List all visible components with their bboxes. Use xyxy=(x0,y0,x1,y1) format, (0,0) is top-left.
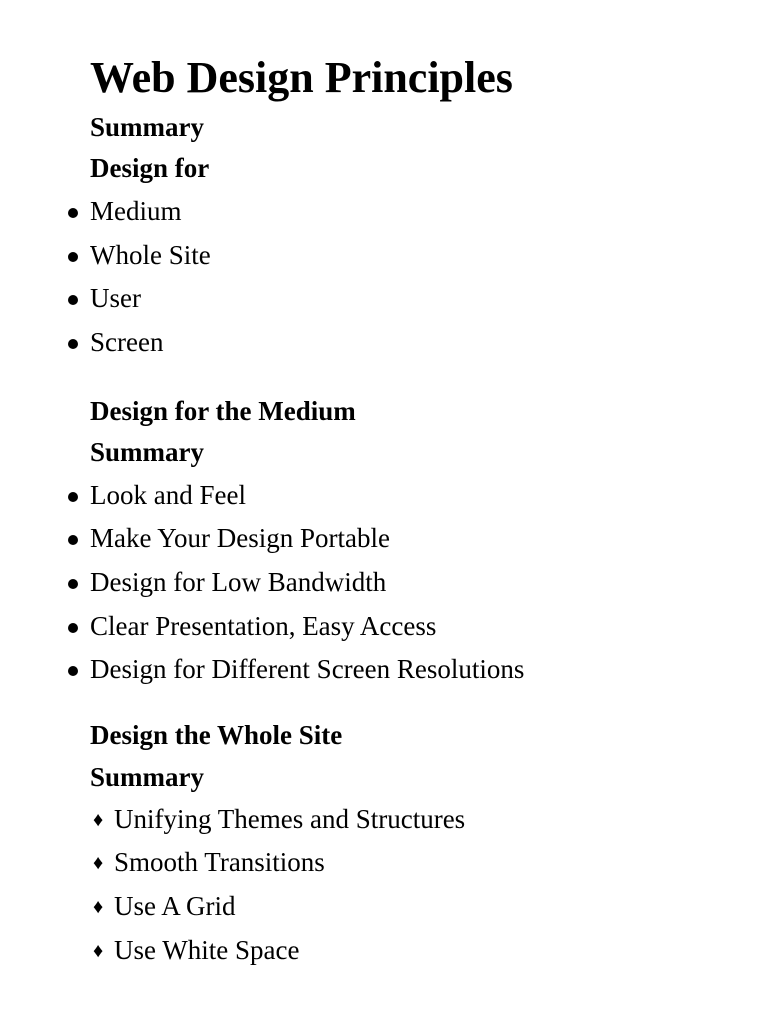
bullet-dot-icon xyxy=(68,623,78,633)
section1-summary-label: Summary xyxy=(90,112,204,142)
bullet-dot-icon xyxy=(68,579,78,589)
list-item-label: Unifying Themes and Structures xyxy=(114,804,466,834)
list-item-label: User xyxy=(90,283,141,313)
section3-heading: Design the Whole Site xyxy=(90,720,343,750)
list-item-label: Screen xyxy=(90,327,164,357)
list-item-label: Medium xyxy=(90,196,182,226)
bullet-dot-icon xyxy=(68,295,78,305)
bullet-dot-icon xyxy=(68,492,78,502)
section2-summary-label: Summary xyxy=(90,437,204,467)
diamond-bullet-icon: ♦ xyxy=(93,940,104,962)
page-title: Web Design Principles xyxy=(90,53,513,102)
bullet-dot-icon xyxy=(68,208,78,218)
bullet-dot-icon xyxy=(68,666,78,676)
diamond-bullet-icon: ♦ xyxy=(93,809,104,831)
list-item-label: Look and Feel xyxy=(90,480,246,510)
bullet-dot-icon xyxy=(68,339,78,349)
list-item-label: Whole Site xyxy=(90,240,211,270)
diamond-bullet-icon: ♦ xyxy=(93,896,104,918)
section2-heading: Design for the Medium xyxy=(90,396,356,426)
list-item-label: Design for Different Screen Resolutions xyxy=(90,654,525,684)
list-item-label: Smooth Transitions xyxy=(114,847,325,877)
list-item-label: Make Your Design Portable xyxy=(90,523,390,553)
bullet-dot-icon xyxy=(68,535,78,545)
list-item-label: Use A Grid xyxy=(114,891,236,921)
section3-summary-label: Summary xyxy=(90,762,204,792)
section1-heading: Design for xyxy=(90,153,210,183)
bullet-dot-icon xyxy=(68,252,78,262)
diamond-bullet-icon: ♦ xyxy=(93,852,104,874)
list-item-label: Design for Low Bandwidth xyxy=(90,567,387,597)
list-item-label: Use White Space xyxy=(114,935,300,965)
list-item-label: Clear Presentation, Easy Access xyxy=(90,611,437,641)
